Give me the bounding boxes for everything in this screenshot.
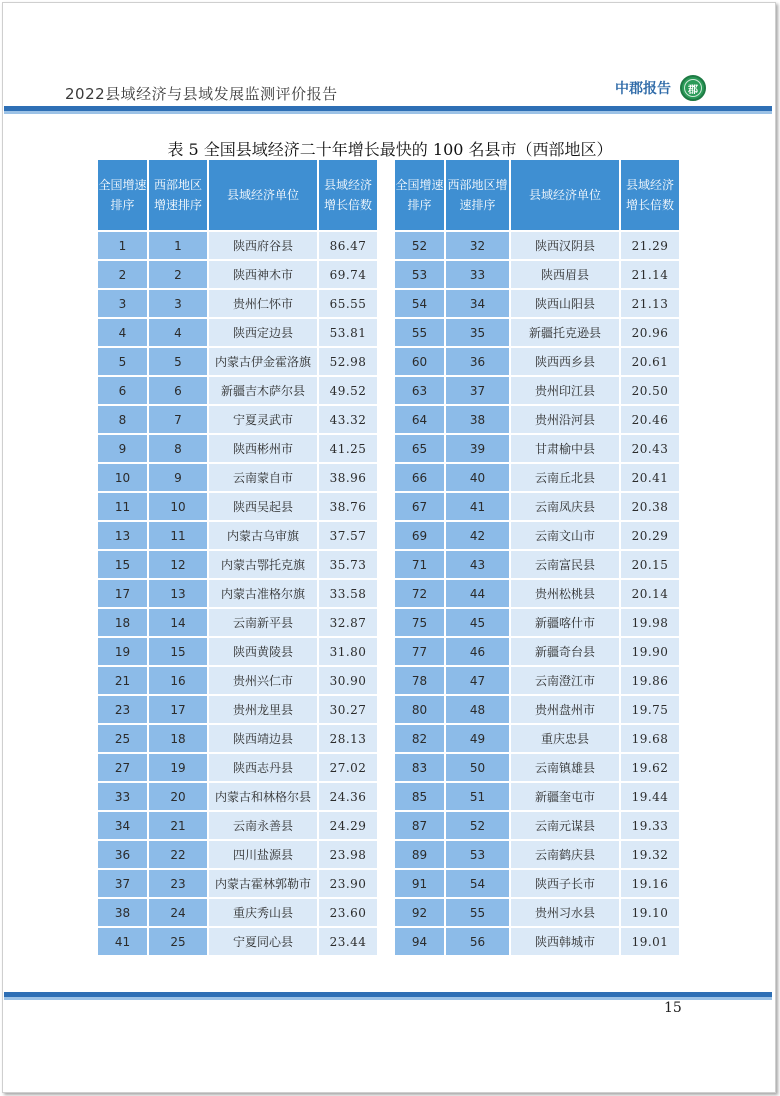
western-rank-cell: 41 [446, 493, 509, 520]
national-rank-cell: 69 [395, 522, 444, 549]
county-name-cell: 云南元谋县 [511, 812, 619, 839]
national-rank-cell: 10 [98, 464, 147, 491]
col-header-county-unit: 县域经济单位 [209, 160, 317, 230]
national-rank-cell: 65 [395, 435, 444, 462]
table-row [98, 696, 377, 723]
growth-multiple-cell: 20.46 [621, 406, 679, 433]
national-rank-cell: 94 [395, 928, 444, 955]
county-name-cell: 宁夏灵武市 [209, 406, 317, 433]
county-name-cell: 新疆吉木萨尔县 [209, 377, 317, 404]
county-name-cell: 陕西眉县 [511, 261, 619, 288]
western-rank-cell: 52 [446, 812, 509, 839]
growth-multiple-cell: 19.10 [621, 899, 679, 926]
western-rank-cell: 34 [446, 290, 509, 317]
county-name-cell: 云南蒙自市 [209, 464, 317, 491]
county-name-cell: 贵州沿河县 [511, 406, 619, 433]
western-rank-cell: 5 [149, 348, 207, 375]
growth-multiple-cell: 65.55 [319, 290, 377, 317]
growth-multiple-cell: 23.90 [319, 870, 377, 897]
national-rank-cell: 54 [395, 290, 444, 317]
brand-logo-icon [680, 75, 706, 101]
growth-multiple-cell: 19.32 [621, 841, 679, 868]
western-rank-cell: 1 [149, 232, 207, 259]
growth-multiple-cell: 20.61 [621, 348, 679, 375]
western-rank-cell: 2 [149, 261, 207, 288]
western-rank-cell: 16 [149, 667, 207, 694]
growth-multiple-cell: 31.80 [319, 638, 377, 665]
growth-multiple-cell: 23.60 [319, 899, 377, 926]
county-name-cell: 内蒙古准格尔旗 [209, 580, 317, 607]
national-rank-cell: 25 [98, 725, 147, 752]
county-name-cell: 新疆托克逊县 [511, 319, 619, 346]
growth-multiple-cell: 27.02 [319, 754, 377, 781]
western-rank-cell: 9 [149, 464, 207, 491]
western-rank-cell: 48 [446, 696, 509, 723]
county-name-cell: 贵州龙里县 [209, 696, 317, 723]
table-row [98, 290, 377, 317]
national-rank-cell: 2 [98, 261, 147, 288]
growth-multiple-cell: 41.25 [319, 435, 377, 462]
growth-multiple-cell: 21.29 [621, 232, 679, 259]
western-rank-cell: 22 [149, 841, 207, 868]
western-rank-cell: 40 [446, 464, 509, 491]
western-rank-cell: 25 [149, 928, 207, 955]
national-rank-cell: 6 [98, 377, 147, 404]
national-rank-cell: 34 [98, 812, 147, 839]
national-rank-cell: 9 [98, 435, 147, 462]
growth-multiple-cell: 20.15 [621, 551, 679, 578]
table-row [395, 261, 679, 288]
growth-multiple-cell: 19.01 [621, 928, 679, 955]
table-row [395, 348, 679, 375]
county-name-cell: 陕西山阳县 [511, 290, 619, 317]
table-row [98, 841, 377, 868]
western-rank-cell: 10 [149, 493, 207, 520]
col-header-western-rank: 西部地区增速排序 [446, 160, 509, 230]
western-rank-cell: 12 [149, 551, 207, 578]
western-rank-cell: 15 [149, 638, 207, 665]
national-rank-cell: 36 [98, 841, 147, 868]
county-name-cell: 陕西黄陵县 [209, 638, 317, 665]
county-name-cell: 内蒙古和林格尔县 [209, 783, 317, 810]
growth-multiple-cell: 19.33 [621, 812, 679, 839]
table-row [395, 841, 679, 868]
county-name-cell: 陕西定边县 [209, 319, 317, 346]
western-rank-cell: 33 [446, 261, 509, 288]
table-row [98, 377, 377, 404]
western-rank-cell: 11 [149, 522, 207, 549]
table-row [98, 783, 377, 810]
table-row [395, 464, 679, 491]
growth-multiple-cell: 52.98 [319, 348, 377, 375]
growth-multiple-cell: 37.57 [319, 522, 377, 549]
table-row [98, 580, 377, 607]
western-rank-cell: 32 [446, 232, 509, 259]
county-name-cell: 云南凤庆县 [511, 493, 619, 520]
national-rank-cell: 82 [395, 725, 444, 752]
national-rank-cell: 21 [98, 667, 147, 694]
table-row [98, 232, 377, 259]
county-name-cell: 新疆奎屯市 [511, 783, 619, 810]
national-rank-cell: 15 [98, 551, 147, 578]
county-name-cell: 陕西神木市 [209, 261, 317, 288]
growth-multiple-cell: 19.16 [621, 870, 679, 897]
col-header-growth-multiple: 县域经济增长倍数 [621, 160, 679, 230]
county-name-cell: 内蒙古乌审旗 [209, 522, 317, 549]
growth-multiple-cell: 24.29 [319, 812, 377, 839]
table-row [395, 754, 679, 781]
county-name-cell: 陕西府谷县 [209, 232, 317, 259]
col-header-growth-multiple: 县域经济增长倍数 [319, 160, 377, 230]
county-name-cell: 云南永善县 [209, 812, 317, 839]
western-rank-cell: 51 [446, 783, 509, 810]
growth-multiple-cell: 20.14 [621, 580, 679, 607]
table-row [395, 870, 679, 897]
western-rank-cell: 43 [446, 551, 509, 578]
county-name-cell: 云南丘北县 [511, 464, 619, 491]
national-rank-cell: 85 [395, 783, 444, 810]
table-row [98, 319, 377, 346]
western-rank-cell: 23 [149, 870, 207, 897]
growth-multiple-cell: 21.14 [621, 261, 679, 288]
table-header-row [395, 160, 679, 230]
growth-multiple-cell: 20.43 [621, 435, 679, 462]
growth-multiple-cell: 33.58 [319, 580, 377, 607]
western-rank-cell: 39 [446, 435, 509, 462]
western-rank-cell: 42 [446, 522, 509, 549]
county-name-cell: 陕西西乡县 [511, 348, 619, 375]
western-rank-cell: 20 [149, 783, 207, 810]
county-name-cell: 云南文山市 [511, 522, 619, 549]
county-name-cell: 陕西韩城市 [511, 928, 619, 955]
county-name-cell: 新疆喀什市 [511, 609, 619, 636]
national-rank-cell: 66 [395, 464, 444, 491]
western-rank-cell: 21 [149, 812, 207, 839]
growth-multiple-cell: 23.44 [319, 928, 377, 955]
national-rank-cell: 17 [98, 580, 147, 607]
county-name-cell: 云南镇雄县 [511, 754, 619, 781]
western-rank-cell: 7 [149, 406, 207, 433]
national-rank-cell: 89 [395, 841, 444, 868]
table-row [395, 580, 679, 607]
table-row [395, 783, 679, 810]
col-header-national-rank: 全国增速排序 [395, 160, 444, 230]
table-row [395, 638, 679, 665]
national-rank-cell: 53 [395, 261, 444, 288]
western-rank-cell: 14 [149, 609, 207, 636]
growth-multiple-cell: 30.27 [319, 696, 377, 723]
table-row [98, 435, 377, 462]
table-row [98, 899, 377, 926]
county-name-cell: 陕西彬州市 [209, 435, 317, 462]
table-row [395, 667, 679, 694]
table-row [395, 696, 679, 723]
county-name-cell: 内蒙古鄂托克旗 [209, 551, 317, 578]
growth-multiple-cell: 19.98 [621, 609, 679, 636]
growth-multiple-cell: 19.44 [621, 783, 679, 810]
growth-multiple-cell: 30.90 [319, 667, 377, 694]
western-rank-cell: 36 [446, 348, 509, 375]
table-row [98, 812, 377, 839]
western-rank-cell: 47 [446, 667, 509, 694]
national-rank-cell: 71 [395, 551, 444, 578]
growth-multiple-cell: 20.41 [621, 464, 679, 491]
western-rank-cell: 35 [446, 319, 509, 346]
county-name-cell: 贵州印江县 [511, 377, 619, 404]
table-row [98, 725, 377, 752]
county-name-cell: 陕西靖边县 [209, 725, 317, 752]
ranking-table-right [393, 158, 681, 957]
table-row [98, 348, 377, 375]
national-rank-cell: 60 [395, 348, 444, 375]
western-rank-cell: 19 [149, 754, 207, 781]
county-name-cell: 贵州松桃县 [511, 580, 619, 607]
county-name-cell: 内蒙古伊金霍洛旗 [209, 348, 317, 375]
national-rank-cell: 18 [98, 609, 147, 636]
national-rank-cell: 3 [98, 290, 147, 317]
table-row [395, 435, 679, 462]
growth-multiple-cell: 19.86 [621, 667, 679, 694]
growth-multiple-cell: 32.87 [319, 609, 377, 636]
national-rank-cell: 23 [98, 696, 147, 723]
national-rank-cell: 63 [395, 377, 444, 404]
table-row [98, 609, 377, 636]
national-rank-cell: 27 [98, 754, 147, 781]
growth-multiple-cell: 20.50 [621, 377, 679, 404]
western-rank-cell: 6 [149, 377, 207, 404]
table-title: 表 5 全国县域经济二十年增长最快的 100 名县市（西部地区） [167, 140, 613, 159]
table-row [98, 667, 377, 694]
table-row [98, 522, 377, 549]
report-title: 2022县域经济与县域发展监测评价报告 [65, 85, 338, 103]
table-row [395, 725, 679, 752]
growth-multiple-cell: 20.38 [621, 493, 679, 520]
table-row [395, 493, 679, 520]
western-rank-cell: 38 [446, 406, 509, 433]
ranking-table-left [96, 158, 379, 957]
national-rank-cell: 19 [98, 638, 147, 665]
table-row [98, 928, 377, 955]
western-rank-cell: 55 [446, 899, 509, 926]
county-name-cell: 贵州习水县 [511, 899, 619, 926]
growth-multiple-cell: 19.62 [621, 754, 679, 781]
brand-logo-text: 郡 [688, 84, 698, 96]
table-row [395, 899, 679, 926]
county-name-cell: 内蒙古霍林郭勒市 [209, 870, 317, 897]
western-rank-cell: 56 [446, 928, 509, 955]
table-row [395, 812, 679, 839]
table-row [395, 319, 679, 346]
national-rank-cell: 38 [98, 899, 147, 926]
national-rank-cell: 33 [98, 783, 147, 810]
national-rank-cell: 92 [395, 899, 444, 926]
county-name-cell: 云南新平县 [209, 609, 317, 636]
county-name-cell: 陕西吴起县 [209, 493, 317, 520]
table-row [98, 754, 377, 781]
growth-multiple-cell: 38.76 [319, 493, 377, 520]
table-row [395, 406, 679, 433]
national-rank-cell: 11 [98, 493, 147, 520]
western-rank-cell: 4 [149, 319, 207, 346]
national-rank-cell: 78 [395, 667, 444, 694]
national-rank-cell: 5 [98, 348, 147, 375]
county-name-cell: 宁夏同心县 [209, 928, 317, 955]
county-name-cell: 云南鹤庆县 [511, 841, 619, 868]
western-rank-cell: 37 [446, 377, 509, 404]
western-rank-cell: 3 [149, 290, 207, 317]
western-rank-cell: 13 [149, 580, 207, 607]
county-name-cell: 重庆忠县 [511, 725, 619, 752]
table-row [98, 493, 377, 520]
header-rule-accent [4, 111, 772, 114]
western-rank-cell: 53 [446, 841, 509, 868]
growth-multiple-cell: 49.52 [319, 377, 377, 404]
national-rank-cell: 52 [395, 232, 444, 259]
western-rank-cell: 50 [446, 754, 509, 781]
growth-multiple-cell: 24.36 [319, 783, 377, 810]
national-rank-cell: 1 [98, 232, 147, 259]
western-rank-cell: 18 [149, 725, 207, 752]
national-rank-cell: 77 [395, 638, 444, 665]
footer-rule-accent [4, 997, 772, 1000]
table-row [98, 870, 377, 897]
county-name-cell: 贵州兴仁市 [209, 667, 317, 694]
national-rank-cell: 64 [395, 406, 444, 433]
county-name-cell: 甘肃榆中县 [511, 435, 619, 462]
page-number: 15 [664, 1000, 682, 1016]
growth-multiple-cell: 19.75 [621, 696, 679, 723]
county-name-cell: 贵州仁怀市 [209, 290, 317, 317]
western-rank-cell: 49 [446, 725, 509, 752]
table-row [98, 406, 377, 433]
national-rank-cell: 67 [395, 493, 444, 520]
table-row [395, 232, 679, 259]
brand-name: 中郡报告 [615, 81, 671, 97]
national-rank-cell: 75 [395, 609, 444, 636]
growth-multiple-cell: 35.73 [319, 551, 377, 578]
growth-multiple-cell: 20.29 [621, 522, 679, 549]
national-rank-cell: 55 [395, 319, 444, 346]
growth-multiple-cell: 69.74 [319, 261, 377, 288]
national-rank-cell: 83 [395, 754, 444, 781]
growth-multiple-cell: 21.13 [621, 290, 679, 317]
county-name-cell: 贵州盘州市 [511, 696, 619, 723]
growth-multiple-cell: 19.90 [621, 638, 679, 665]
table-row [395, 551, 679, 578]
western-rank-cell: 46 [446, 638, 509, 665]
national-rank-cell: 8 [98, 406, 147, 433]
table-row [98, 464, 377, 491]
national-rank-cell: 41 [98, 928, 147, 955]
growth-multiple-cell: 20.96 [621, 319, 679, 346]
national-rank-cell: 91 [395, 870, 444, 897]
col-header-western-rank: 西部地区增速排序 [149, 160, 207, 230]
table-row [395, 522, 679, 549]
col-header-national-rank: 全国增速排序 [98, 160, 147, 230]
national-rank-cell: 80 [395, 696, 444, 723]
national-rank-cell: 13 [98, 522, 147, 549]
growth-multiple-cell: 43.32 [319, 406, 377, 433]
table-row [395, 609, 679, 636]
growth-multiple-cell: 38.96 [319, 464, 377, 491]
growth-multiple-cell: 19.68 [621, 725, 679, 752]
national-rank-cell: 4 [98, 319, 147, 346]
county-name-cell: 陕西汉阴县 [511, 232, 619, 259]
national-rank-cell: 37 [98, 870, 147, 897]
table-row [395, 928, 679, 955]
county-name-cell: 重庆秀山县 [209, 899, 317, 926]
western-rank-cell: 54 [446, 870, 509, 897]
county-name-cell: 陕西志丹县 [209, 754, 317, 781]
county-name-cell: 新疆奇台县 [511, 638, 619, 665]
growth-multiple-cell: 86.47 [319, 232, 377, 259]
national-rank-cell: 87 [395, 812, 444, 839]
western-rank-cell: 45 [446, 609, 509, 636]
growth-multiple-cell: 23.98 [319, 841, 377, 868]
table-header-row [98, 160, 377, 230]
county-name-cell: 陕西子长市 [511, 870, 619, 897]
western-rank-cell: 44 [446, 580, 509, 607]
table-row [395, 377, 679, 404]
col-header-county-unit: 县域经济单位 [511, 160, 619, 230]
western-rank-cell: 17 [149, 696, 207, 723]
national-rank-cell: 72 [395, 580, 444, 607]
county-name-cell: 云南澄江市 [511, 667, 619, 694]
western-rank-cell: 8 [149, 435, 207, 462]
table-row [98, 638, 377, 665]
county-name-cell: 四川盐源县 [209, 841, 317, 868]
table-row [98, 261, 377, 288]
table-row [98, 551, 377, 578]
county-name-cell: 云南富民县 [511, 551, 619, 578]
table-row [395, 290, 679, 317]
growth-multiple-cell: 28.13 [319, 725, 377, 752]
growth-multiple-cell: 53.81 [319, 319, 377, 346]
western-rank-cell: 24 [149, 899, 207, 926]
